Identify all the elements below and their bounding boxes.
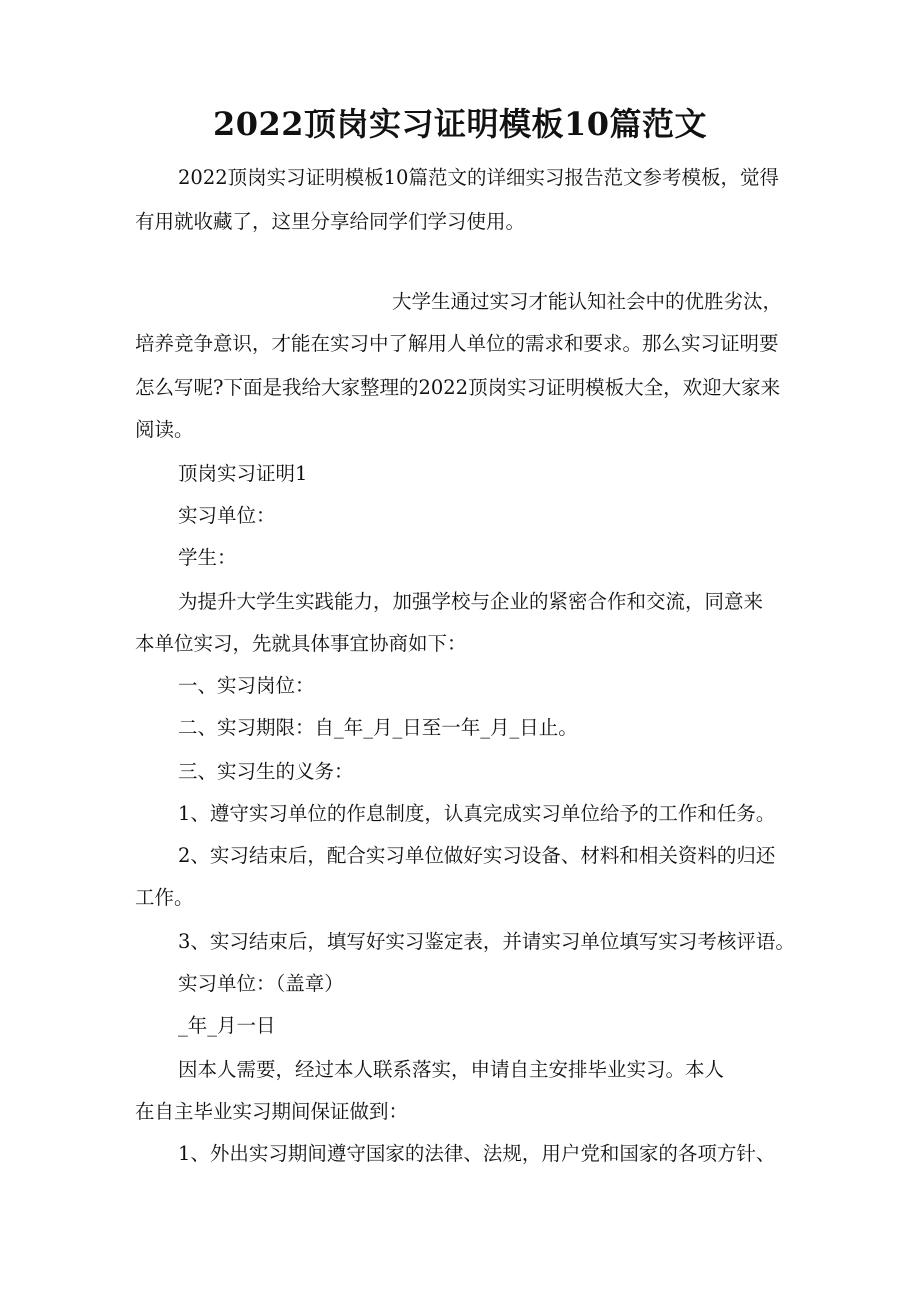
purpose-line-2: 本单位实习，先就具体事宜协商如下： — [135, 632, 467, 655]
duty-3: 3、实习结束后，填写好实习鉴定表，并请实习单位填写实习考核评语。 — [178, 930, 795, 953]
section-heading: 顶岗实习证明1 — [178, 462, 308, 485]
duty-2-line-1: 2、实习结束后，配合实习单位做好实习设备、材料和相关资料的归还 — [178, 844, 776, 867]
paragraph-line-2: 培养竞争意识，才能在实习中了解用人单位的需求和要求。那么实习证明要 — [135, 332, 779, 355]
self-line-2: 在自主毕业实习期间保证做到： — [135, 1100, 409, 1123]
paragraph-line-4: 阅读。 — [135, 418, 194, 441]
student-field: 学生： — [178, 546, 237, 569]
paragraph-line-1: 大学生通过实习才能认知社会中的优胜劣汰， — [392, 290, 783, 313]
duty-2-line-2: 工作。 — [135, 886, 194, 909]
unit-field: 实习单位： — [178, 504, 276, 527]
intro-line-2: 有用就收藏了，这里分享给同学们学习使用。 — [135, 210, 526, 233]
item-period: 二、实习期限：自_年_月_日至一年_月_日止。 — [178, 716, 578, 739]
intro-line-1: 2022顶岗实习证明模板10篇范文的详细实习报告范文参考模板，觉得 — [178, 166, 779, 189]
purpose-line-1: 为提升大学生实践能力，加强学校与企业的紧密合作和交流，同意来 — [178, 590, 764, 613]
self-line-1: 因本人需要，经过本人联系落实，申请自主安排毕业实习。本人 — [178, 1058, 725, 1081]
duty-1: 1、遵守实习单位的作息制度，认真完成实习单位给予的工作和任务。 — [178, 802, 776, 825]
seal-line: 实习单位：（盖章） — [178, 972, 344, 995]
date-line: _年_月一日 — [178, 1014, 276, 1037]
pledge-1: 1、外出实习期间遵守国家的法律、法规，用户党和国家的各项方针、 — [178, 1142, 776, 1165]
item-position: 一、实习岗位： — [178, 674, 315, 697]
item-obligations: 三、实习生的义务： — [178, 760, 354, 783]
paragraph-line-3: 怎么写呢?下面是我给大家整理的2022顶岗实习证明模板大全，欢迎大家来 — [135, 376, 781, 399]
document-title: 2022顶岗实习证明模板10篇范文 — [212, 105, 708, 143]
